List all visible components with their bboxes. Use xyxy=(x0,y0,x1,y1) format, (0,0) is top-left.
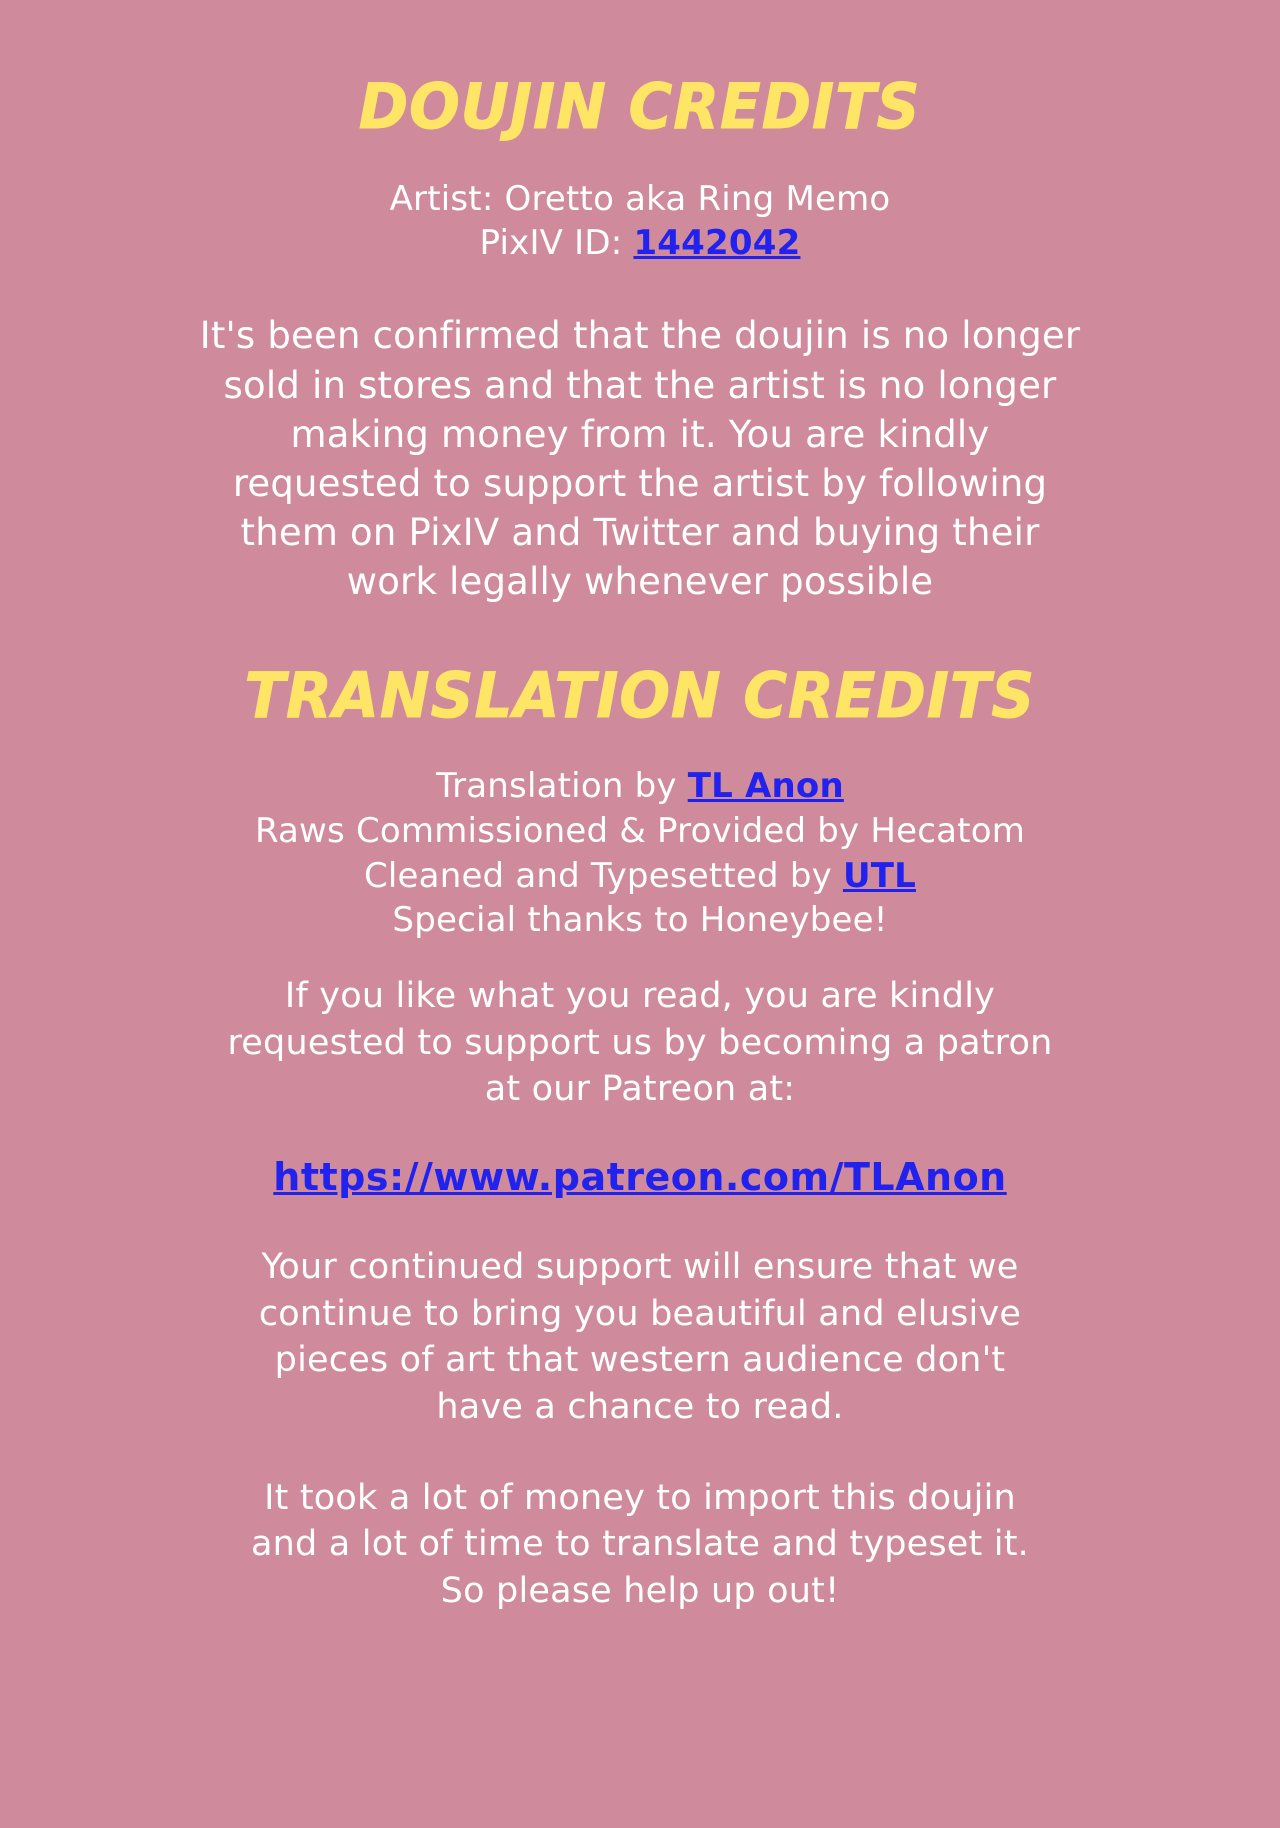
support-line: continue to bring you beautiful and elusive xyxy=(258,1293,1022,1334)
closing-line: So please help up out! xyxy=(440,1570,840,1611)
translation-credits-heading: TRANSLATION CREDITS xyxy=(244,658,1036,732)
patreon-url-link[interactable]: https://www.patreon.com/TLAnon xyxy=(273,1154,1007,1199)
artist-info xyxy=(390,177,891,265)
artist-label: Artist: xyxy=(389,179,494,220)
patron-line: requested to support us by becoming a patron xyxy=(227,1022,1053,1063)
support-line: Your continued support will ensure that we xyxy=(261,1247,1019,1288)
notice-line: making money from it. You are kindly xyxy=(290,412,990,456)
closing-line: and a lot of time to translate and typeset it. xyxy=(251,1524,1029,1565)
notice-line: sold in stores and that the artist is no longer xyxy=(223,363,1057,407)
raws-line: Raws Commissioned & Provided by Hecatom xyxy=(254,810,1026,851)
typeset-line xyxy=(255,854,1025,899)
patreon-url-container xyxy=(273,1153,1006,1202)
translation-by-line xyxy=(255,764,1025,809)
typeset-label: Cleaned and Typesetted by xyxy=(363,855,843,896)
pixiv-label: PixIV ID: xyxy=(479,223,623,264)
support-line: pieces of art that western audience don't xyxy=(274,1340,1006,1381)
artist-name: Oretto aka Ring Memo xyxy=(504,179,891,220)
thanks-line: Special thanks to Honeybee! xyxy=(392,900,888,941)
doujin-credits-heading: DOUJIN CREDITS xyxy=(359,70,921,143)
closing-message xyxy=(251,1475,1029,1615)
utl-link[interactable]: UTL xyxy=(842,855,917,896)
doujin-notice xyxy=(200,311,1081,606)
closing-line: It took a lot of money to import this doujin xyxy=(264,1477,1016,1518)
notice-line: work legally whenever possible xyxy=(346,560,934,604)
support-message xyxy=(259,1244,1021,1430)
artist-line xyxy=(390,177,891,221)
translation-by-label: Translation by xyxy=(436,765,688,806)
pixiv-id-link[interactable]: 1442042 xyxy=(633,223,801,264)
patron-request xyxy=(227,973,1052,1113)
translation-credit-list xyxy=(255,764,1025,944)
notice-line: requested to support the artist by following xyxy=(232,462,1048,506)
support-line: have a chance to read. xyxy=(436,1386,844,1427)
patron-line: If you like what you read, you are kindly xyxy=(284,976,996,1017)
notice-line: It's been confirmed that the doujin is no longer xyxy=(199,314,1081,358)
pixiv-line xyxy=(390,221,891,265)
patron-line: at our Patreon at: xyxy=(484,1069,796,1110)
notice-line: them on PixIV and Twitter and buying their xyxy=(240,511,1040,555)
tl-anon-link[interactable]: TL Anon xyxy=(687,765,844,806)
